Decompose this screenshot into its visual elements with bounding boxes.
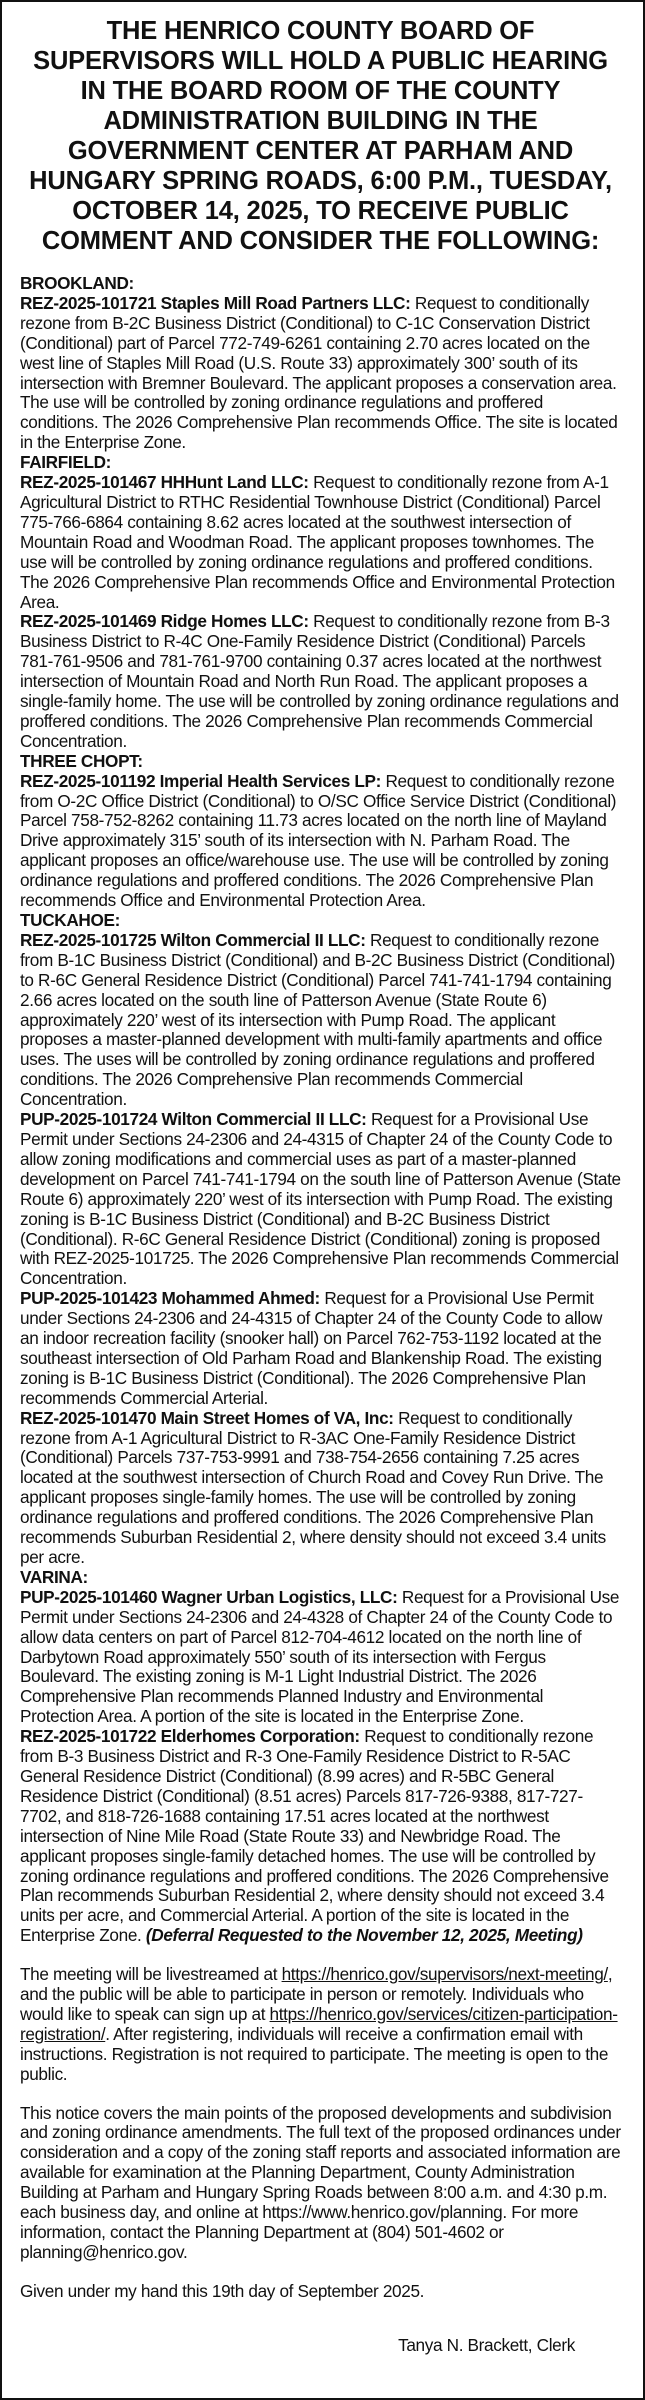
spacer [20, 2085, 621, 2104]
case-description: Request to conditionally rezone from B-2C Business District (Conditional) to C-1C Conservation District (Conditional) part of Parcel 772-749-6261 containing 2.70 acres located on the west line of Staples Mill Road (U.S. Route 33) approximately 300’ south of its intersection with Bremner Boulevard. The applicant proposes a conservation area. The use will be controlled by zoning ordinance regulations and proffered conditions. The 2026 Comprehensive Plan recommends Office. The site is located in the Enterprise Zone. [20, 292, 618, 453]
case-item [20, 473, 621, 612]
next-meeting-link[interactable]: https://henrico.gov/supervisors/next-meeting/ [281, 1964, 608, 1985]
district-three-chopt [20, 752, 621, 911]
clerk-signature: Tanya N. Brackett, Clerk [398, 2334, 575, 2355]
case-heading: REZ-2025-101722 Elderhomes Corporation: [20, 1726, 360, 1747]
spacer [20, 1946, 621, 1965]
case-item [20, 1110, 621, 1289]
case-item [20, 294, 621, 453]
district-name: VARINA: [20, 1566, 88, 1587]
notice-body [20, 274, 621, 2356]
case-item [20, 1727, 621, 1946]
notice-coverage-paragraph: This notice covers the main points of the proposed developments and subdivision and zoning ordinance amendments. The full text of the proposed ordinances under consideration and a copy of the zoning staff reports and associated information are available for examination at the Planning Department, County Administration Building at Parham and Hungary Spring Roads between 8:00 a.m. and 4:30 p.m. each business day, and online at https://www.henrico.gov/planning. For more information, contact the Planning Department at (804) 501-4602 or planning@henrico.gov. [20, 2102, 621, 2262]
district-name: BROOKLAND: [20, 273, 134, 293]
district-fairfield [20, 453, 621, 752]
case-description: Request to conditionally rezone from O-2C Office District (Conditional) to O/SC Office Service District (Conditional) Parcel 758-752-8262 containing 11.73 acres located on the north line of Mayland Drive approximately 315’ south of its intersection with N. Parham Road. The applicant proposes an office/warehouse use. The use will be controlled by zoning ordinance regulations and proffered conditions. The 2026 Comprehensive Plan recommends Office and Environmental Protection Area. [20, 770, 617, 911]
case-item [20, 1409, 621, 1568]
livestream-paragraph [20, 1965, 621, 2084]
case-heading: REZ-2025-101469 Ridge Homes LLC: [20, 611, 309, 632]
case-item [20, 612, 621, 751]
case-item [20, 1289, 621, 1408]
case-description: Request to conditionally rezone from B-3 Business District to R-4C One-Family Residence District (Conditional) Parcels 781-761-9506 and 781-761-9700 containing 0.37 acres located at the northwest intersection of Mountain Road and North Run Road. The applicant proposes a single-family home. The use will be controlled by zoning ordinance regulations and proffered conditions. The 2026 Comprehensive Plan recommends Commercial Concentration. [20, 611, 619, 751]
district-name: FAIRFIELD: [20, 452, 112, 473]
case-description: Request for a Provisional Use Permit under Sections 24-2306 and 24-4315 of Chapter 24 of the County Code to allow zoning modifications and commercial uses as part of a master-planned development on Parcel 741-741-1794 on the south line of Patterson Avenue (State Route 6) approximately 220’ west of its intersection with Pump Road. The existing zoning is B-1C Business District (Conditional) and B-2C Business District (Conditional). R-6C General Residence District (Conditional) zoning is proposed with REZ-2025-101725. The 2026 Comprehensive Plan recommends Commercial Concentration. [20, 1109, 621, 1289]
case-heading: REZ-2025-101467 HHHunt Land LLC: [20, 472, 309, 493]
district-name: THREE CHOPT: [20, 750, 143, 771]
spacer [20, 2263, 621, 2282]
case-heading: PUP-2025-101460 Wagner Urban Logistics, LLC: [20, 1586, 398, 1607]
case-description: Request for a Provisional Use Permit under Sections 24-2306 and 24-4315 of Chapter 24 of the County Code to allow an indoor recreation facility (snooker hall) on Parcel 762-753-1192 located at the southeast intersection of Old Parham Road and Blankenship Road. The existing zoning is B-1C Business District (Conditional). The 2026 Comprehensive Plan recommends Commercial Arterial. [20, 1288, 603, 1408]
case-item [20, 1588, 621, 1727]
livestream-text-3: . After registering, individuals will receive a confirmation email with instructions. Registration is not required to participate. The meeting is open to the public. [20, 2023, 609, 2084]
deferral-note: (Deferral Requested to the November 12, 2025, Meeting) [145, 1925, 583, 1946]
livestream-text-1: The meeting will be livestreamed at [20, 1964, 282, 1985]
district-varina [20, 1568, 621, 1946]
case-heading: REZ-2025-101721 Staples Mill Road Partners LLC: [20, 292, 411, 313]
case-heading: REZ-2025-101470 Main Street Homes of VA, Inc: [20, 1407, 394, 1428]
case-heading: PUP-2025-101724 Wilton Commercial II LLC: [20, 1109, 367, 1130]
case-description: Request to conditionally rezone from B-1C Business District (Conditional) and B-2C Business District (Conditional) to R-6C General Residence District (Conditional) Parcel 741-741-1794 containing 2.66 acres located on the south line of Patterson Avenue (State Route 6) approximately 220’ west of its intersection with Pump Road. The applicant proposes a master-planned development with multi-family apartments and office uses. The uses will be controlled by zoning ordinance regulations and proffered conditions. The 2026 Comprehensive Plan recommends Commercial Concentration. [20, 929, 616, 1110]
case-item [20, 772, 621, 911]
case-heading: REZ-2025-101192 Imperial Health Services LP: [20, 770, 382, 791]
case-heading: REZ-2025-101725 Wilton Commercial II LLC: [20, 929, 366, 950]
notice-title: THE HENRICO COUNTY BOARD OF SUPERVISORS WILL HOLD A PUBLIC HEARING IN THE BOARD ROOM OF THE COUNTY ADMINISTRATION BUILDING IN THE GOVERNMENT CENTER AT PARHAM AND HUNGARY SPRING ROADS, 6:00 P.M., TUESDAY, OCTOBER 14, 2025, TO RECEIVE PUBLIC COMMENT AND CONSIDER THE FOLLOWING: [29, 17, 612, 255]
case-description: Request to conditionally rezone from A-1 Agricultural District to RTHC Residential Townhouse District (Conditional) Parcel 775-766-6864 containing 8.62 acres located at the southwest intersection of Mountain Road and Woodman Road. The applicant proposes townhomes. The use will be controlled by zoning ordinance regulations and proffered conditions. The 2026 Comprehensive Plan recommends Office and Environmental Protection Area. [20, 472, 615, 612]
given-date-line: Given under my hand this 19th day of September 2025. [20, 2280, 425, 2301]
registration-link[interactable]: https://henrico.gov/services/citizen-participation-registration/ [20, 2003, 618, 2044]
case-description: Request for a Provisional Use Permit under Sections 24-2306 and 24-4328 of Chapter 24 of the County Code to allow data centers on part of Parcel 812-704-4612 located on the north line of Darbytown Road approximately 550’ south of its intersection with Fergus Boulevard. The existing zoning is M-1 Light Industrial District. The 2026 Comprehensive Plan recommends Planned Industry and Environmental Protection Area. A portion of the site is located in the Enterprise Zone. [20, 1586, 620, 1727]
district-brookland [20, 274, 621, 453]
case-heading: PUP-2025-101423 Mohammed Ahmed: [20, 1288, 320, 1309]
district-tuckahoe [20, 911, 621, 1568]
district-name: TUCKAHOE: [20, 910, 120, 930]
case-item [20, 931, 621, 1110]
livestream-text-2: , and the public will be able to participate in person or remotely. Individuals who would like to speak can sign up at [20, 1964, 613, 2024]
case-description: Request to conditionally rezone from A-1 Agricultural District to R-3AC One-Family Residence District (Conditional) Parcels 737-753-9991 and 738-754-2656 containing 7.25 acres located at the southwest intersection of Church Road and Covey Run Drive. The applicant proposes single-family homes. The use will be controlled by zoning ordinance regulations and proffered conditions. The 2026 Comprehensive Plan recommends Suburban Residential 2, where density should not exceed 3.4 units per acre. [20, 1407, 606, 1567]
case-description: Request to conditionally rezone from B-3 Business District and R-3 One-Family Residence District to R-5AC General Residence District (Conditional) (8.99 acres) and R-5BC General Residence District (Conditional) (8.51 acres) Parcels 817-726-9388, 817-727-7702, and 818-726-1688 containing 17.51 acres located at the northwest intersection of Nine Mile Road (State Route 33) and Newbridge Road. The applicant proposes single-family detached homes. The use will be controlled by zoning ordinance regulations and proffered conditions. The 2026 Comprehensive Plan recommends Suburban Residential 2, where density should not exceed 3.4 units per acre, and Commercial Arterial. A portion of the site is located in the Enterprise Zone. [20, 1726, 609, 1946]
